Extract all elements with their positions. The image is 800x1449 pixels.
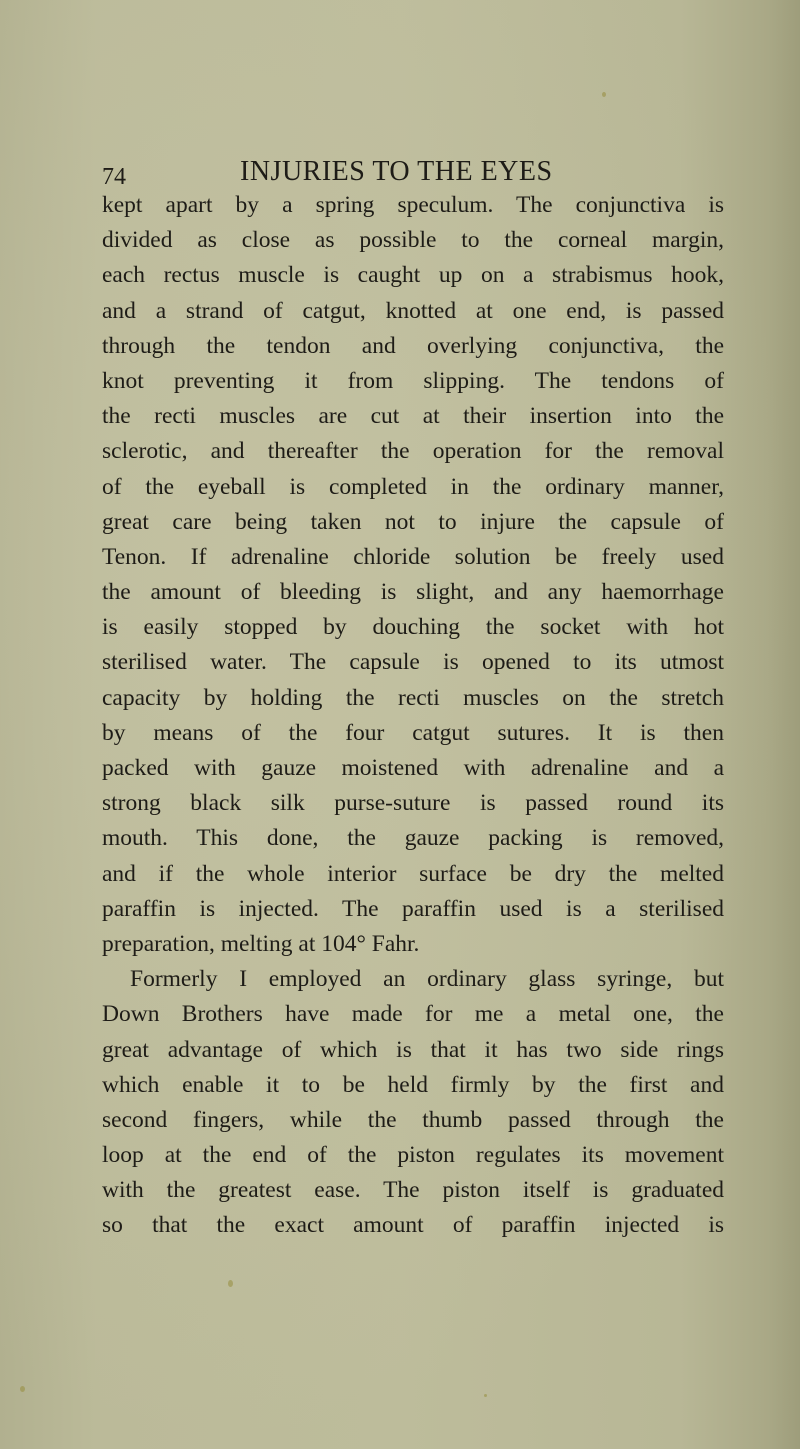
foxing-spot [228,1280,233,1287]
text-line: loop at the end of the piston regulates its movement [102,1142,724,1169]
text-line: sterilised water. The capsule is opened to its utmost [102,649,724,676]
foxing-spot [484,1394,487,1397]
foxing-spot [602,92,606,97]
text-line: through the tendon and overlying conjunctiva, the [102,332,724,359]
text-line: kept apart by a spring speculum. The conjunctiva is [102,192,724,218]
text-line: great advantage of which is that it has two side rings [102,1036,724,1063]
text-line: the recti muscles are cut at their insertion into the [102,403,724,430]
text-line: so that the exact amount of paraffin injected is [102,1212,724,1239]
text-line: capacity by holding the recti muscles on the stretch [102,684,724,711]
text-line-paragraph-end: preparation, melting at 104° Fahr. [102,930,420,957]
page-number: 74 [102,164,126,190]
text-line: which enable it to be held firmly by the first and [102,1071,724,1098]
text-line: by means of the four catgut sutures. It is then [102,719,724,746]
text-line: of the eyeball is completed in the ordinary manner, [102,473,724,500]
text-line-paragraph-start: Formerly I employed an ordinary glass syringe, but [130,966,724,993]
text-line: knot preventing it from slipping. The tendons of [102,367,724,394]
text-line: with the greatest ease. The piston itself is graduated [102,1177,724,1204]
text-line: mouth. This done, the gauze packing is removed, [102,825,724,852]
text-line: the amount of bleeding is slight, and any haemorrhage [102,579,724,606]
text-line: each rectus muscle is caught up on a strabismus hook, [102,262,724,289]
text-line: packed with gauze moistened with adrenaline and a [102,755,724,781]
foxing-spot [20,1386,25,1392]
text-line: and if the whole interior surface be dry the melted [102,860,724,887]
body-text [102,188,724,1244]
text-line: strong black silk purse-suture is passed round its [102,790,724,817]
text-line: divided as close as possible to the corneal margin, [102,227,724,254]
text-line: and a strand of catgut, knotted at one end, is passed [102,297,724,324]
text-line: great care being taken not to injure the capsule of [102,508,724,535]
text-line: Down Brothers have made for me a metal one, the [102,1001,724,1028]
text-line: paraffin is injected. The paraffin used is a sterilised [102,895,724,922]
text-line: second fingers, while the thumb passed through the [102,1106,724,1133]
text-line: is easily stopped by douching the socket with hot [102,614,724,641]
text-line: sclerotic, and thereafter the operation for the removal [102,438,724,465]
text-line: Tenon. If adrenaline chloride solution be freely used [102,543,724,570]
running-head-title: INJURIES TO THE EYES [240,156,553,187]
